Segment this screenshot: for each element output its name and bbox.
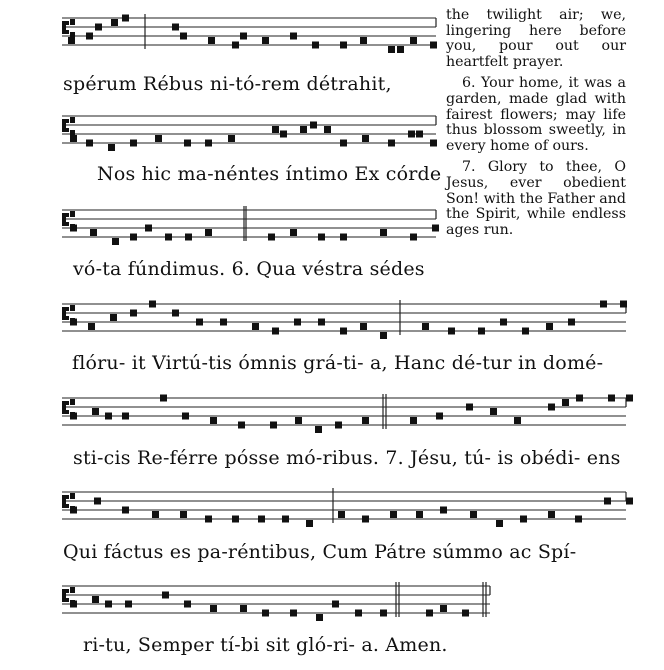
neume-note <box>408 131 415 138</box>
neume-note <box>436 413 443 420</box>
neume-note <box>122 507 129 514</box>
neume-note <box>410 37 417 44</box>
neume-note <box>416 511 423 518</box>
neume-note <box>315 426 322 433</box>
neume-note <box>388 46 395 53</box>
neume-note <box>280 131 287 138</box>
neume-note <box>324 126 331 133</box>
neume-note <box>500 319 507 326</box>
neume-note <box>340 42 347 49</box>
neume-note <box>149 301 156 308</box>
neume-note <box>466 404 473 411</box>
neume-note <box>112 238 119 245</box>
neume-note <box>122 15 129 22</box>
neume-note <box>430 42 437 49</box>
neume-note <box>208 37 215 44</box>
neume-note <box>272 328 279 335</box>
neume-note <box>210 605 217 612</box>
neume-note <box>125 601 132 608</box>
neume-note <box>562 399 569 406</box>
neume-note <box>620 301 627 308</box>
neume-note <box>220 319 227 326</box>
neume-note <box>88 323 95 330</box>
neume-note <box>440 507 447 514</box>
neume-note <box>426 610 433 617</box>
neume-note <box>430 140 437 147</box>
neume-note <box>306 520 313 527</box>
neume-note <box>410 234 417 241</box>
neume-note <box>240 33 247 40</box>
neume-note <box>335 422 342 429</box>
neume-note <box>295 417 302 424</box>
neume-note <box>205 229 212 236</box>
neume-note <box>68 37 75 44</box>
neume-note <box>232 516 239 523</box>
neume-note <box>130 140 137 147</box>
neume-note <box>172 310 179 317</box>
neume-note <box>272 126 279 133</box>
neume-note <box>232 42 239 49</box>
neume-note <box>262 610 269 617</box>
lyric-line-2: Nos hic ma-néntes íntimo Ex córde <box>97 163 442 185</box>
neume-note <box>410 417 417 424</box>
neume-note <box>155 135 162 142</box>
staff-6 <box>0 486 664 546</box>
neume-note <box>362 516 369 523</box>
neume-note <box>268 234 275 241</box>
lyric-line-3: vó-ta fúndimus. 6. Qua véstra sédes <box>73 258 425 280</box>
neume-note <box>205 140 212 147</box>
neume-note <box>318 319 325 326</box>
neume-note <box>152 511 159 518</box>
neume-note <box>92 596 99 603</box>
neume-note <box>111 19 118 26</box>
neume-note <box>162 592 169 599</box>
neume-note <box>355 610 362 617</box>
neume-note <box>86 33 93 40</box>
staff-4 <box>0 298 664 358</box>
neume-note <box>252 323 259 330</box>
neume-note <box>380 332 387 339</box>
neume-note <box>300 126 307 133</box>
neume-note <box>90 229 97 236</box>
neume-note <box>338 511 345 518</box>
neume-note <box>70 601 77 608</box>
neume-note <box>86 140 93 147</box>
neume-note <box>514 417 521 424</box>
neume-note <box>432 225 439 232</box>
neume-note <box>238 422 245 429</box>
neume-note <box>172 24 179 31</box>
neume-note <box>70 319 77 326</box>
neume-note <box>196 319 203 326</box>
neume-note <box>548 404 555 411</box>
neume-note <box>182 413 189 420</box>
neume-note <box>380 610 387 617</box>
neume-note <box>548 511 555 518</box>
neume-note <box>184 140 191 147</box>
neume-note <box>388 140 395 147</box>
neume-note <box>608 395 615 402</box>
translation-stanza-6: 6. Your home, it was a garden, made glad with fairest flowers; may life thus blossom sweetly, in every home of ours. <box>446 75 626 154</box>
neume-note <box>110 314 117 321</box>
staff-7 <box>0 580 664 640</box>
neume-note <box>462 610 469 617</box>
neume-note <box>70 225 77 232</box>
neume-note <box>568 319 575 326</box>
neume-note <box>290 610 297 617</box>
neume-note <box>145 225 152 232</box>
neume-note <box>360 37 367 44</box>
neume-note <box>290 229 297 236</box>
neume-note <box>180 511 187 518</box>
lyric-line-7: ri-tu, Semper tí-bi sit gló-ri- a. Amen. <box>83 634 448 656</box>
neume-note <box>522 328 529 335</box>
neume-note <box>92 408 99 415</box>
neume-note <box>205 516 212 523</box>
neume-note <box>95 24 102 31</box>
neume-note <box>626 498 633 505</box>
neume-note <box>130 310 137 317</box>
lyric-line-1: spérum Rébus ni-tó-rem détrahit, <box>63 73 392 95</box>
neume-note <box>310 122 317 129</box>
neume-note <box>165 234 172 241</box>
lyric-line-6: Qui fáctus es pa-réntibus, Cum Pátre súmmo ac Spí- <box>63 541 577 563</box>
neume-note <box>122 413 129 420</box>
neume-note <box>282 516 289 523</box>
neume-note <box>184 601 191 608</box>
neume-note <box>105 601 112 608</box>
neume-note <box>318 234 325 241</box>
neume-note <box>270 422 277 429</box>
translation-stanza-5-end: the twilight air; we, lingering here before you, pour out our heartfelt prayer. <box>446 7 626 70</box>
neume-note <box>575 516 582 523</box>
neume-note <box>490 408 497 415</box>
neume-note <box>94 498 101 505</box>
neume-note <box>380 229 387 236</box>
neume-note <box>340 140 347 147</box>
translation-stanza-7: 7. Glory to thee, O Jesus, ever obedient Son! with the Father and the Spirit, while endless ages run. <box>446 159 626 238</box>
neume-note <box>180 33 187 40</box>
neume-note <box>240 605 247 612</box>
neume-note <box>397 46 404 53</box>
neume-note <box>210 417 217 424</box>
neume-note <box>546 323 553 330</box>
neume-note <box>105 413 112 420</box>
neume-note <box>416 131 423 138</box>
lyric-line-5: sti-cis Re-férre pósse mó-ribus. 7. Jésu, tú- is obédi- ens <box>73 447 621 469</box>
neume-note <box>520 516 527 523</box>
neume-note <box>390 511 397 518</box>
neume-note <box>316 614 323 621</box>
neume-note <box>332 601 339 608</box>
neume-note <box>576 395 583 402</box>
neume-note <box>604 498 611 505</box>
neume-note <box>362 417 369 424</box>
neume-note <box>470 511 477 518</box>
neume-note <box>262 37 269 44</box>
lyric-line-4: flóru- it Virtú-tis ómnis grá-ti- a, Hanc dé-tur in domé- <box>72 352 604 374</box>
neume-note <box>312 42 319 49</box>
neume-note <box>258 516 265 523</box>
neume-note <box>228 135 235 142</box>
neume-note <box>340 234 347 241</box>
c-clef-icon <box>62 117 75 136</box>
staff-5 <box>0 392 664 452</box>
neume-note <box>70 135 77 142</box>
neume-note <box>70 413 77 420</box>
neume-note <box>290 33 297 40</box>
neume-note <box>448 328 455 335</box>
neume-note <box>496 520 503 527</box>
neume-note <box>422 323 429 330</box>
neume-note <box>108 144 115 151</box>
neume-note <box>600 301 607 308</box>
neume-note <box>360 323 367 330</box>
neume-note <box>185 234 192 241</box>
translation-column <box>446 8 626 244</box>
neume-note <box>362 135 369 142</box>
c-clef-icon <box>62 19 75 38</box>
neume-note <box>478 328 485 335</box>
neume-note <box>70 507 77 514</box>
neume-note <box>440 605 447 612</box>
neume-note <box>626 395 633 402</box>
neume-note <box>160 395 167 402</box>
neume-note <box>294 319 301 326</box>
neume-note <box>340 328 347 335</box>
neume-note <box>130 234 137 241</box>
